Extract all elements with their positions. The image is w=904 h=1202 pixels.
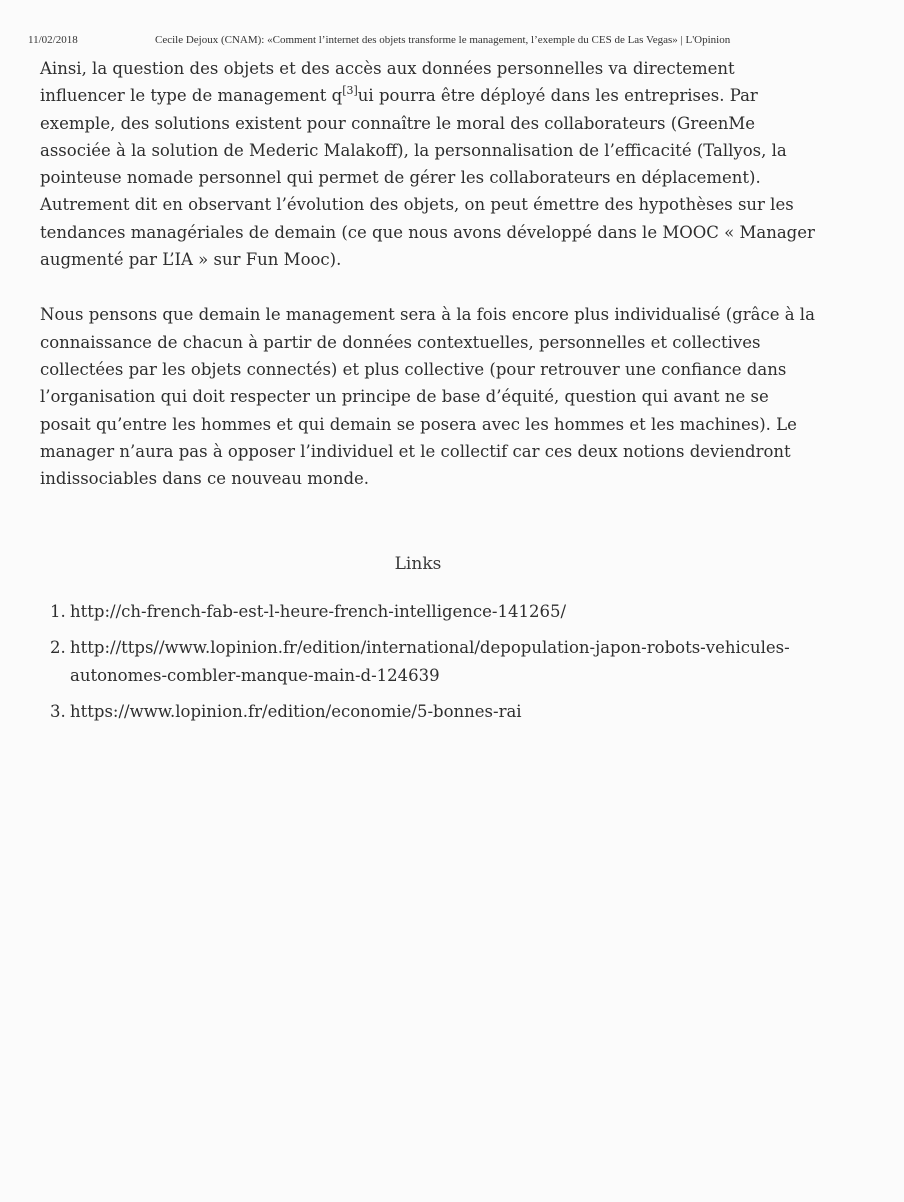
- link-number: 1.: [50, 602, 66, 621]
- article-paragraph-2: Nous pensons que demain le management sera à la fois encore plus individualisé (grâce à la connaissance de chacun à partir de données contextuelles, personnelles et collectives collectées par les objets connectés) et plus collective (pour retrouver une confiance dans l’organisation qui doit respecter un principe de base d’équité, question qui avant ne se posait qu’entre les hommes et qui demain se posera avec les hommes et les machines). Le manager n’aura pas à opposer l’individuel et le collectif car ces deux notions deviendront indissociables dans ce nouveau monde.: [40, 305, 815, 489]
- links-heading: Links: [394, 554, 442, 574]
- links-list: [50, 598, 820, 734]
- print-page-title: Cecile Dejoux (CNAM): «Comment l’internet des objets transforme le management, l’exemple du CES de Las Vegas» | L'Opinion: [155, 34, 731, 46]
- article-body: [40, 55, 820, 492]
- paragraph-1-text-start: Ainsi, la question des objets et des accès aux données personnelles va directement influencer le type de management q: [40, 59, 735, 106]
- list-item: [50, 634, 820, 690]
- paragraph-1-text-end: ui pourra être déployé dans les entreprises. Par exemple, des solutions existent pour connaître le moral des collaborateurs (GreenMe associée à la solution de Mederic Malakoff), la personnalisation de l’efficacité (Tallyos, la pointeuse nomade personnel qui permet de gérer les collaborateurs en déplacement). Autrement dit en observant l’évolution des objets, on peut émettre des hypothèses sur les tendances managériales de demain (ce que nous avons développé dans le MOOC « Manager augmenté par L’IA » sur Fun Mooc).: [40, 86, 815, 270]
- link-url[interactable]: https://www.lopinion.fr/edition/economie/5-bonnes-rai: [70, 702, 522, 721]
- list-item: [50, 598, 820, 626]
- link-url[interactable]: http://ttps//www.lopinion.fr/edition/international/depopulation-japon-robots-vehicules-autonomes-combler-manque-main-d-124639: [70, 638, 790, 685]
- list-item: [50, 698, 820, 726]
- link-number: 3.: [50, 702, 66, 721]
- footnote-reference-link[interactable]: [3]: [342, 83, 358, 97]
- link-number: 2.: [50, 638, 66, 657]
- article-paragraph-1: [40, 55, 820, 273]
- print-date: 11/02/2018: [28, 34, 78, 46]
- link-url[interactable]: http://ch-french-fab-est-l-heure-french-intelligence-141265/: [70, 602, 567, 621]
